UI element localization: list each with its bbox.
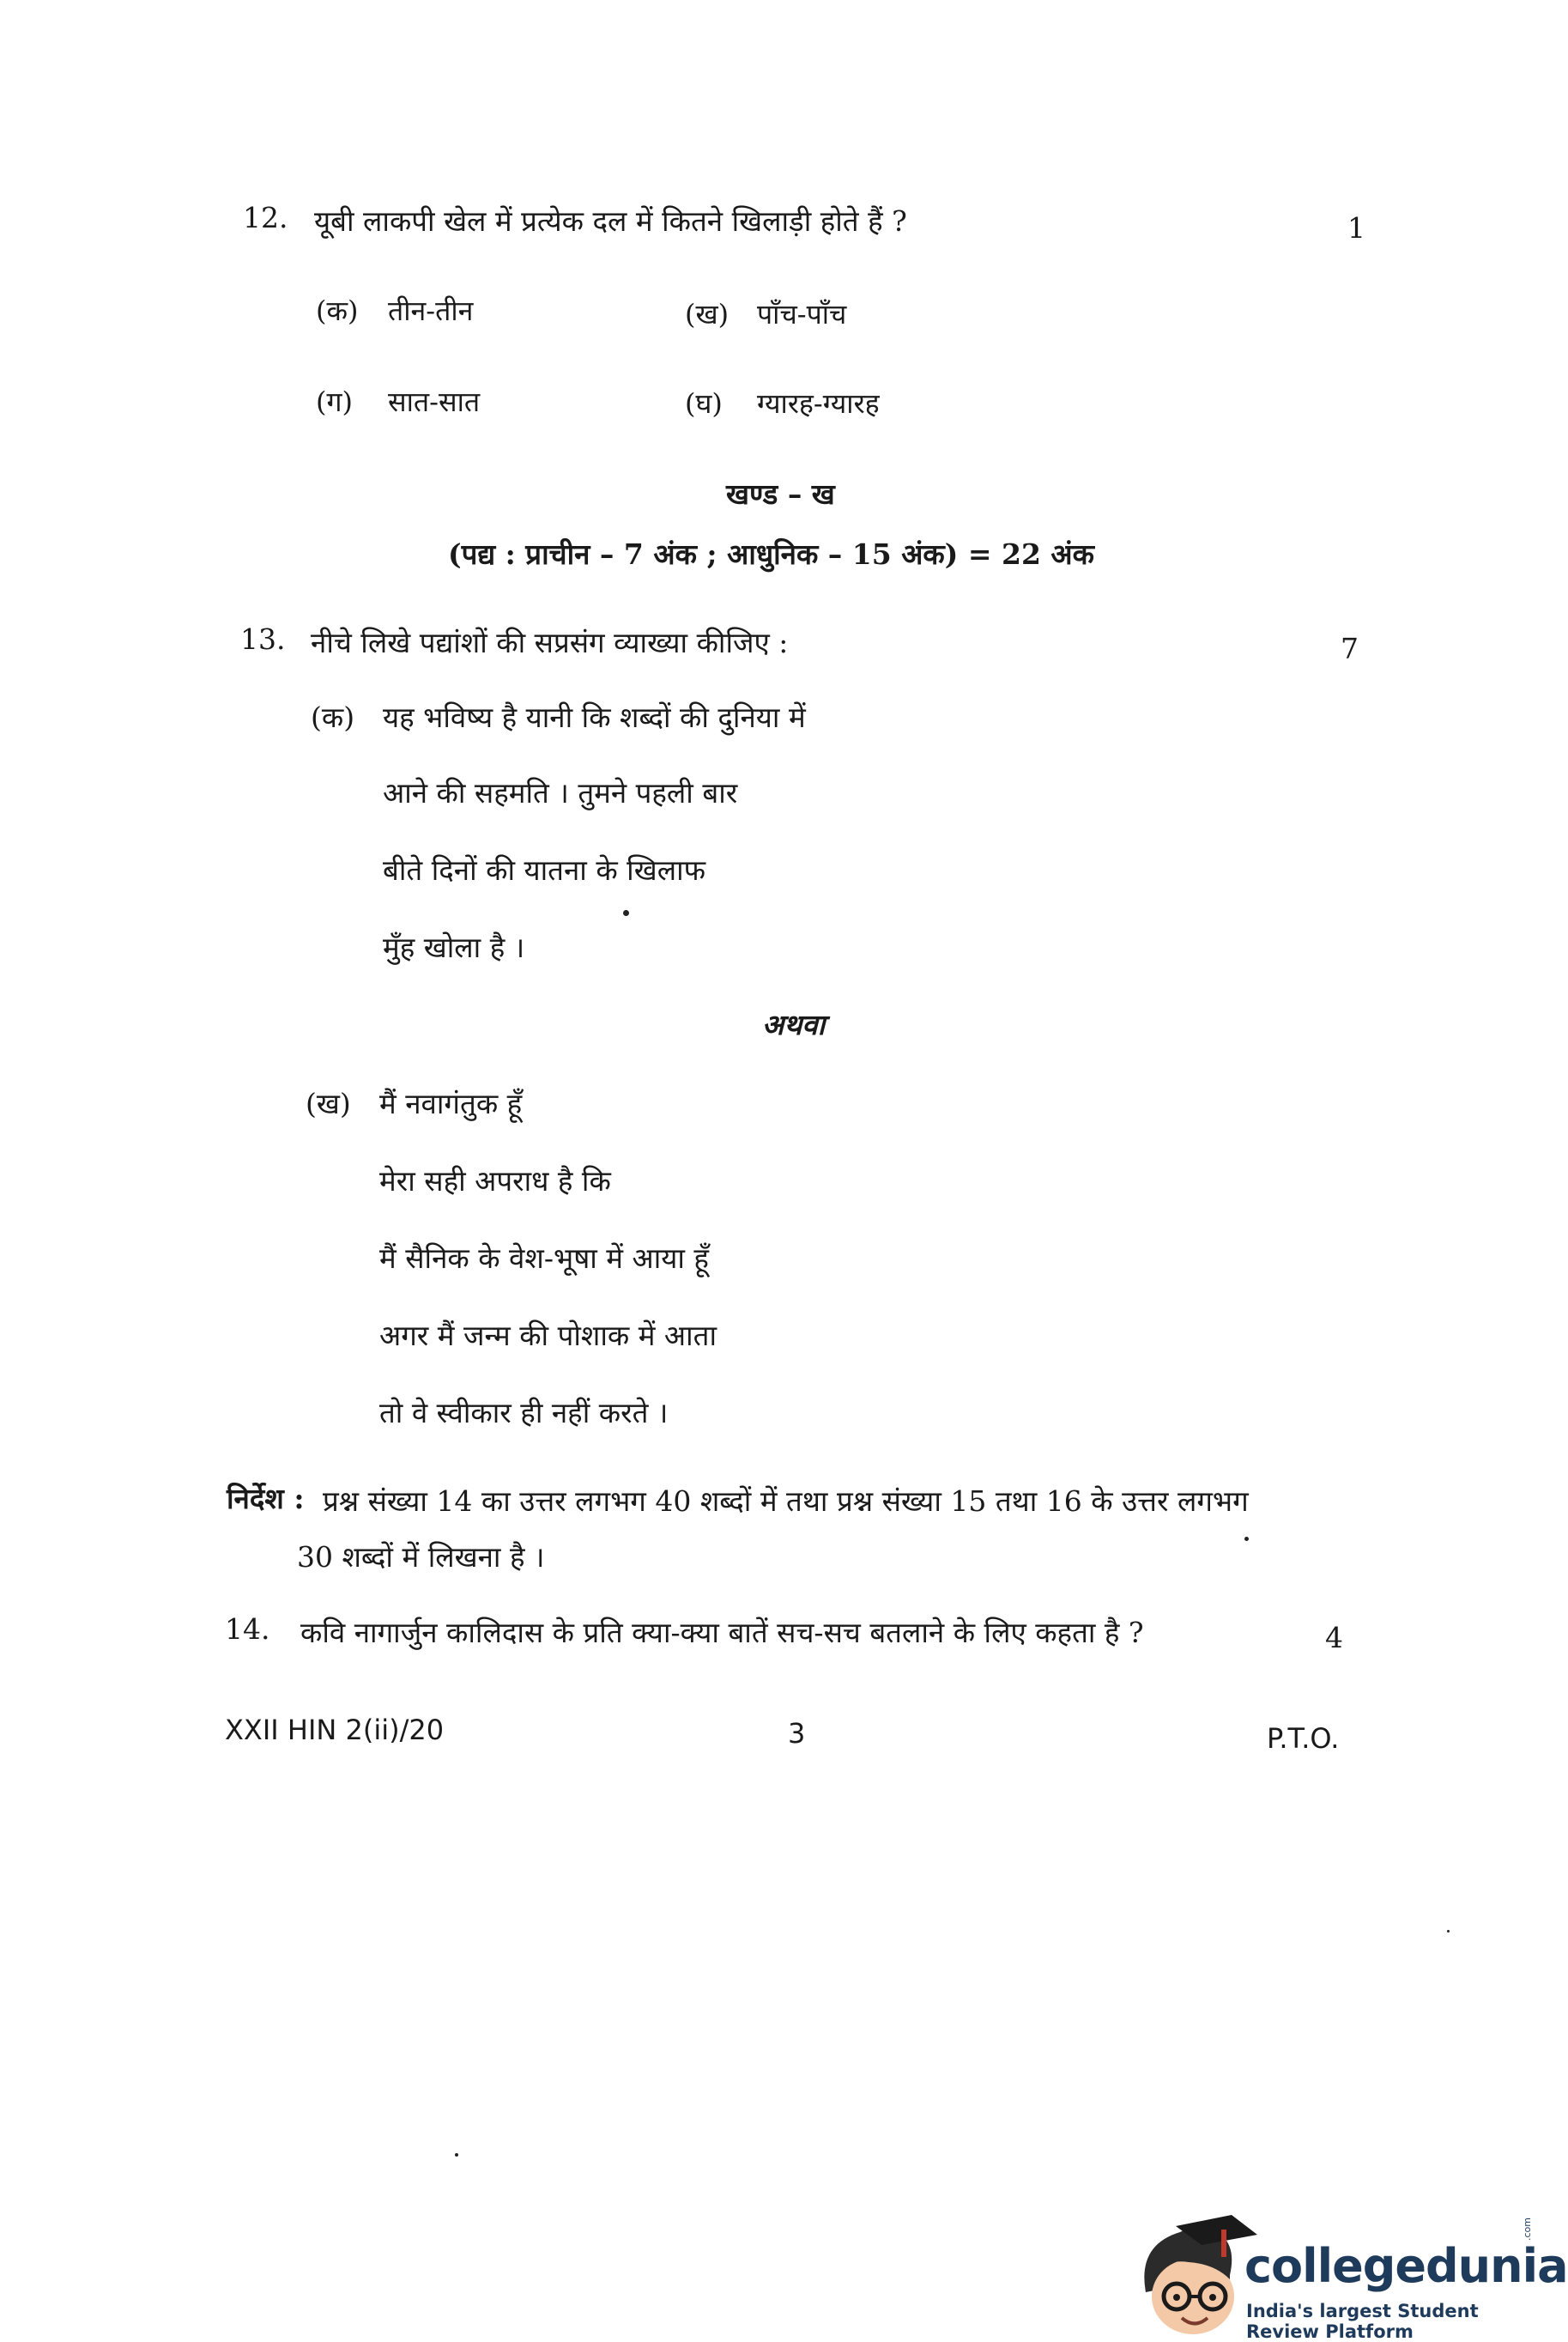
collegedunia-tagline: India's largest Student Review Platform xyxy=(1246,2301,1479,2342)
stray-dot xyxy=(1447,1930,1450,1932)
section-subtitle: (पद्य : प्राचीन – 7 अंक ; आधुनिक – 15 अंक) = 22 अंक xyxy=(448,537,1094,571)
q12-number: 12. xyxy=(243,201,288,234)
q13-part-b-line-4: अगर मैं जन्म की पोशाक में आता xyxy=(379,1319,717,1352)
section-title: खण्ड – ख xyxy=(726,477,835,511)
q13-part-b-line-3: मैं सैनिक के वेश-भूषा में आया हूँ xyxy=(379,1241,709,1275)
q12-option-b-label: (ख) xyxy=(685,298,730,331)
instruction-label: निर्देश : xyxy=(227,1482,305,1515)
q13-part-a-line-3: बीते दिनों की यातना के खिलाफ xyxy=(383,853,706,887)
q13-part-b-label: (ख) xyxy=(306,1087,351,1120)
q12-option-b-text: पाँच-पाँच xyxy=(757,298,847,331)
q12-option-c-label: (ग) xyxy=(316,385,353,418)
q12-marks: 1 xyxy=(1347,211,1365,245)
instruction-line-1: प्रश्न संख्या 14 का उत्तर लगभग 40 शब्दों में तथा प्रश्न संख्या 15 तथा 16 के उत्तर लगभग xyxy=(323,1484,1249,1518)
footer-paper-code: XXII HIN 2(ii)/20 xyxy=(225,1714,445,1746)
q13-part-b-line-1: मैं नवागंतुक हूँ xyxy=(379,1087,523,1120)
q12-option-a-label: (क) xyxy=(316,294,359,327)
q13-part-a-line-1: यह भविष्य है यानी कि शब्दों की दुनिया में xyxy=(383,701,806,734)
stray-dot xyxy=(623,910,629,916)
q12-text: यूबी लाकपी खेल में प्रत्येक दल में कितने खिलाड़ी होते हैं ? xyxy=(314,204,907,238)
q12-option-d-label: (घ) xyxy=(685,387,723,420)
q13-part-a-line-2: आने की सहमति । तुमने पहली बार xyxy=(383,776,738,810)
collegedunia-logo-text: collegedunia xyxy=(1244,2239,1568,2293)
q12-option-d-text: ग्यारह-ग्यारह xyxy=(757,387,880,420)
q13-part-b-line-5: तो वे स्वीकार ही नहीं करते । xyxy=(379,1396,669,1429)
footer-page-number: 3 xyxy=(788,1717,806,1750)
q13-text: नीचे लिखे पद्यांशों की सप्रसंग व्याख्या कीजिए : xyxy=(311,626,789,659)
q13-marks: 7 xyxy=(1341,632,1359,665)
footer-pto: P.T.O. xyxy=(1267,1722,1340,1755)
instruction-line-2: 30 शब्दों में लिखना है । xyxy=(297,1540,545,1574)
q14-number: 14. xyxy=(225,1612,270,1646)
q14-marks: 4 xyxy=(1325,1621,1343,1654)
stray-dot xyxy=(1244,1537,1249,1541)
q14-text: कवि नागार्जुन कालिदास के प्रति क्या-क्या बातें सच-सच बतलाने के लिए कहता है ? xyxy=(300,1616,1144,1649)
q13-part-b-line-2: मेरा सही अपराध है कि xyxy=(379,1164,611,1198)
q13-part-a-label: (क) xyxy=(311,701,355,734)
q12-option-a-text: तीन-तीन xyxy=(388,294,474,327)
q13-part-a-line-4: मुँह खोला है । xyxy=(383,931,525,964)
collegedunia-logo-com: .com xyxy=(1522,2218,1533,2241)
stray-dot xyxy=(455,2153,458,2157)
q12-option-c-text: सात-सात xyxy=(388,385,481,418)
q13-number: 13. xyxy=(240,622,286,656)
q13-or: अथवा xyxy=(762,1008,826,1041)
